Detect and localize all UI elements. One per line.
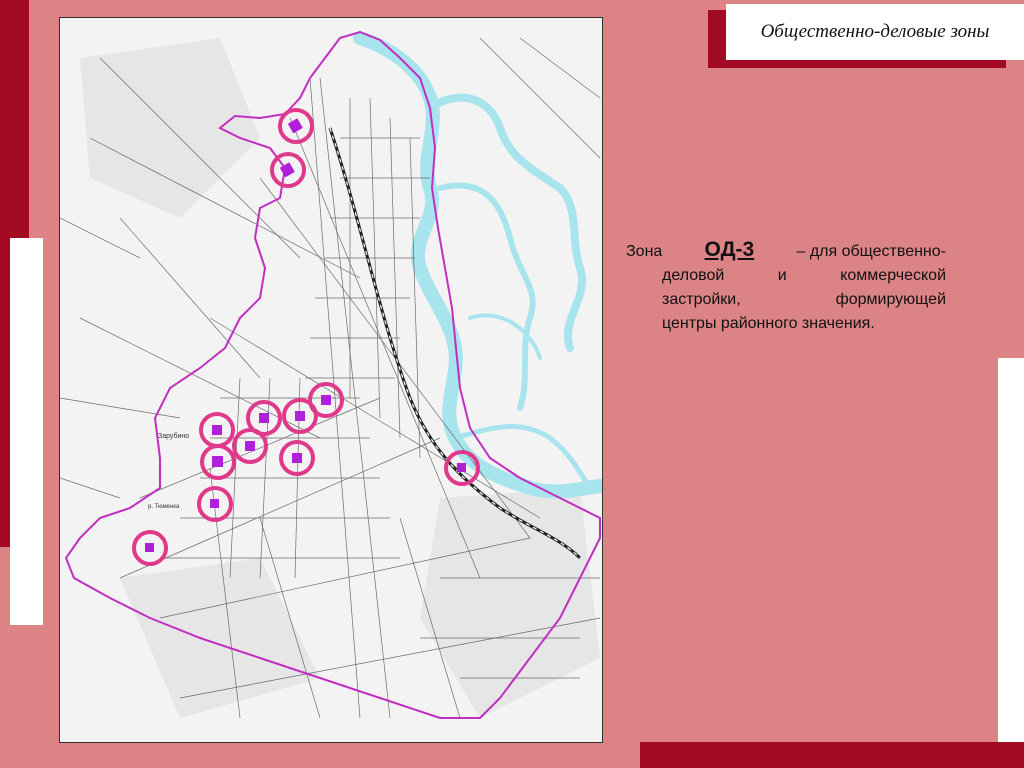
title-box bbox=[726, 4, 1024, 60]
zone-desc-line: застройки, формирующей bbox=[662, 291, 946, 308]
decorative-bar-left-white bbox=[10, 238, 43, 625]
map-label-district: Зарубино bbox=[158, 433, 190, 440]
zone-desc-line: центры районного значения. bbox=[662, 315, 875, 332]
zone-label: Зона bbox=[626, 243, 663, 260]
map-canvas bbox=[60, 18, 602, 742]
zone-heading-line bbox=[626, 238, 946, 264]
zone-description bbox=[626, 238, 946, 336]
zone-code: ОД-3 bbox=[704, 238, 755, 261]
decorative-bar-bottom-red bbox=[640, 742, 1024, 768]
city-map bbox=[59, 17, 603, 743]
page-title: Общественно-деловые зоны bbox=[760, 21, 990, 42]
zone-desc-first: – для общественно- bbox=[796, 243, 946, 260]
zone-desc-line: деловой и коммерческой bbox=[662, 267, 946, 284]
decorative-bar-right-white bbox=[998, 358, 1024, 748]
map-label-river: р. Тюменка bbox=[148, 504, 180, 510]
